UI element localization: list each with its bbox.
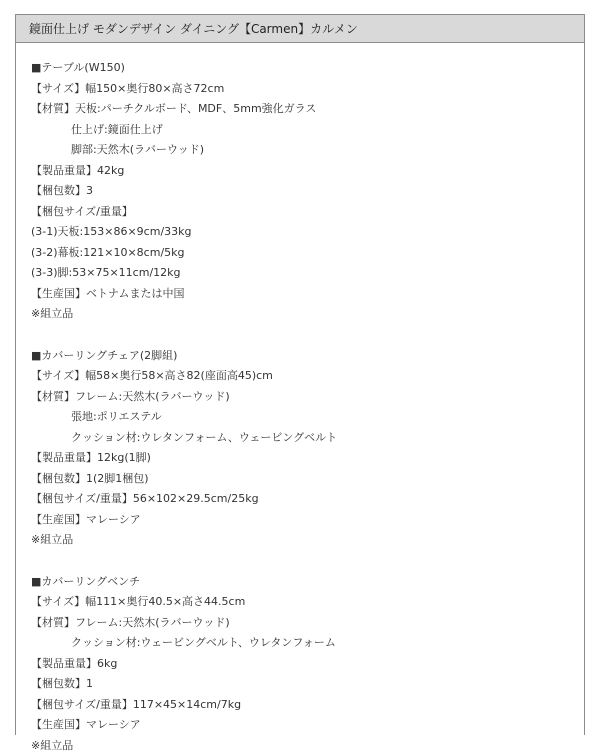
spec-line-package-size: 【梱包サイズ/重量】117×45×14cm/7kg: [31, 695, 584, 716]
spec-line-package-size: 【梱包サイズ/重量】56×102×29.5cm/25kg: [31, 489, 584, 510]
spec-line-weight: 【製品重量】42kg: [31, 161, 584, 182]
spec-line-material-detail: クッション材:ウレタンフォーム、ウェービングベルト: [31, 428, 584, 449]
section-table: [31, 58, 584, 325]
spec-line-size: 【サイズ】幅111×奥行40.5×高さ44.5cm: [31, 592, 584, 613]
spec-content: [16, 43, 584, 756]
spec-line-size: 【サイズ】幅150×奥行80×高さ72cm: [31, 79, 584, 100]
spec-line-package-count: 【梱包数】3: [31, 181, 584, 202]
spec-line-size: 【サイズ】幅58×奥行58×高さ82(座面高45)cm: [31, 366, 584, 387]
spec-line-package-item: (3-2)幕板:121×10×8cm/5kg: [31, 243, 584, 264]
spec-line-origin: 【生産国】マレーシア: [31, 715, 584, 736]
spec-line-weight: 【製品重量】12kg(1脚): [31, 448, 584, 469]
spec-line-origin: 【生産国】ベトナムまたは中国: [31, 284, 584, 305]
spec-line-note: ※組立品: [31, 736, 584, 756]
spec-line-material: 【材質】フレーム:天然木(ラバーウッド): [31, 613, 584, 634]
spec-line-material: 【材質】天板:パーチクルボード、MDF、5mm強化ガラス: [31, 99, 584, 120]
spec-line-weight: 【製品重量】6kg: [31, 654, 584, 675]
section-heading: ■カバーリングベンチ: [31, 572, 584, 593]
spec-line-material-detail: クッション材:ウェービングベルト、ウレタンフォーム: [31, 633, 584, 654]
spec-line-material: 【材質】フレーム:天然木(ラバーウッド): [31, 387, 584, 408]
section-heading: ■カバーリングチェア(2脚組): [31, 346, 584, 367]
spec-line-package-item: (3-3)脚:53×75×11cm/12kg: [31, 263, 584, 284]
spec-line-note: ※組立品: [31, 530, 584, 551]
section-chair: [31, 346, 584, 551]
spec-line-package-count: 【梱包数】1(2脚1梱包): [31, 469, 584, 490]
spec-line-material-detail: 脚部:天然木(ラバーウッド): [31, 140, 584, 161]
spec-sheet: [15, 14, 585, 735]
spec-line-package-item: (3-1)天板:153×86×9cm/33kg: [31, 222, 584, 243]
section-heading: ■テーブル(W150): [31, 58, 584, 79]
spec-title: 鏡面仕上げ モダンデザイン ダイニング【Carmen】カルメン: [16, 15, 584, 43]
spec-line-material-detail: 張地:ポリエステル: [31, 407, 584, 428]
spec-line-origin: 【生産国】マレーシア: [31, 510, 584, 531]
spec-line-material-detail: 仕上げ:鏡面仕上げ: [31, 120, 584, 141]
section-bench: [31, 572, 584, 756]
spec-line-package-size: 【梱包サイズ/重量】: [31, 202, 584, 223]
spec-line-note: ※組立品: [31, 304, 584, 325]
spec-line-package-count: 【梱包数】1: [31, 674, 584, 695]
